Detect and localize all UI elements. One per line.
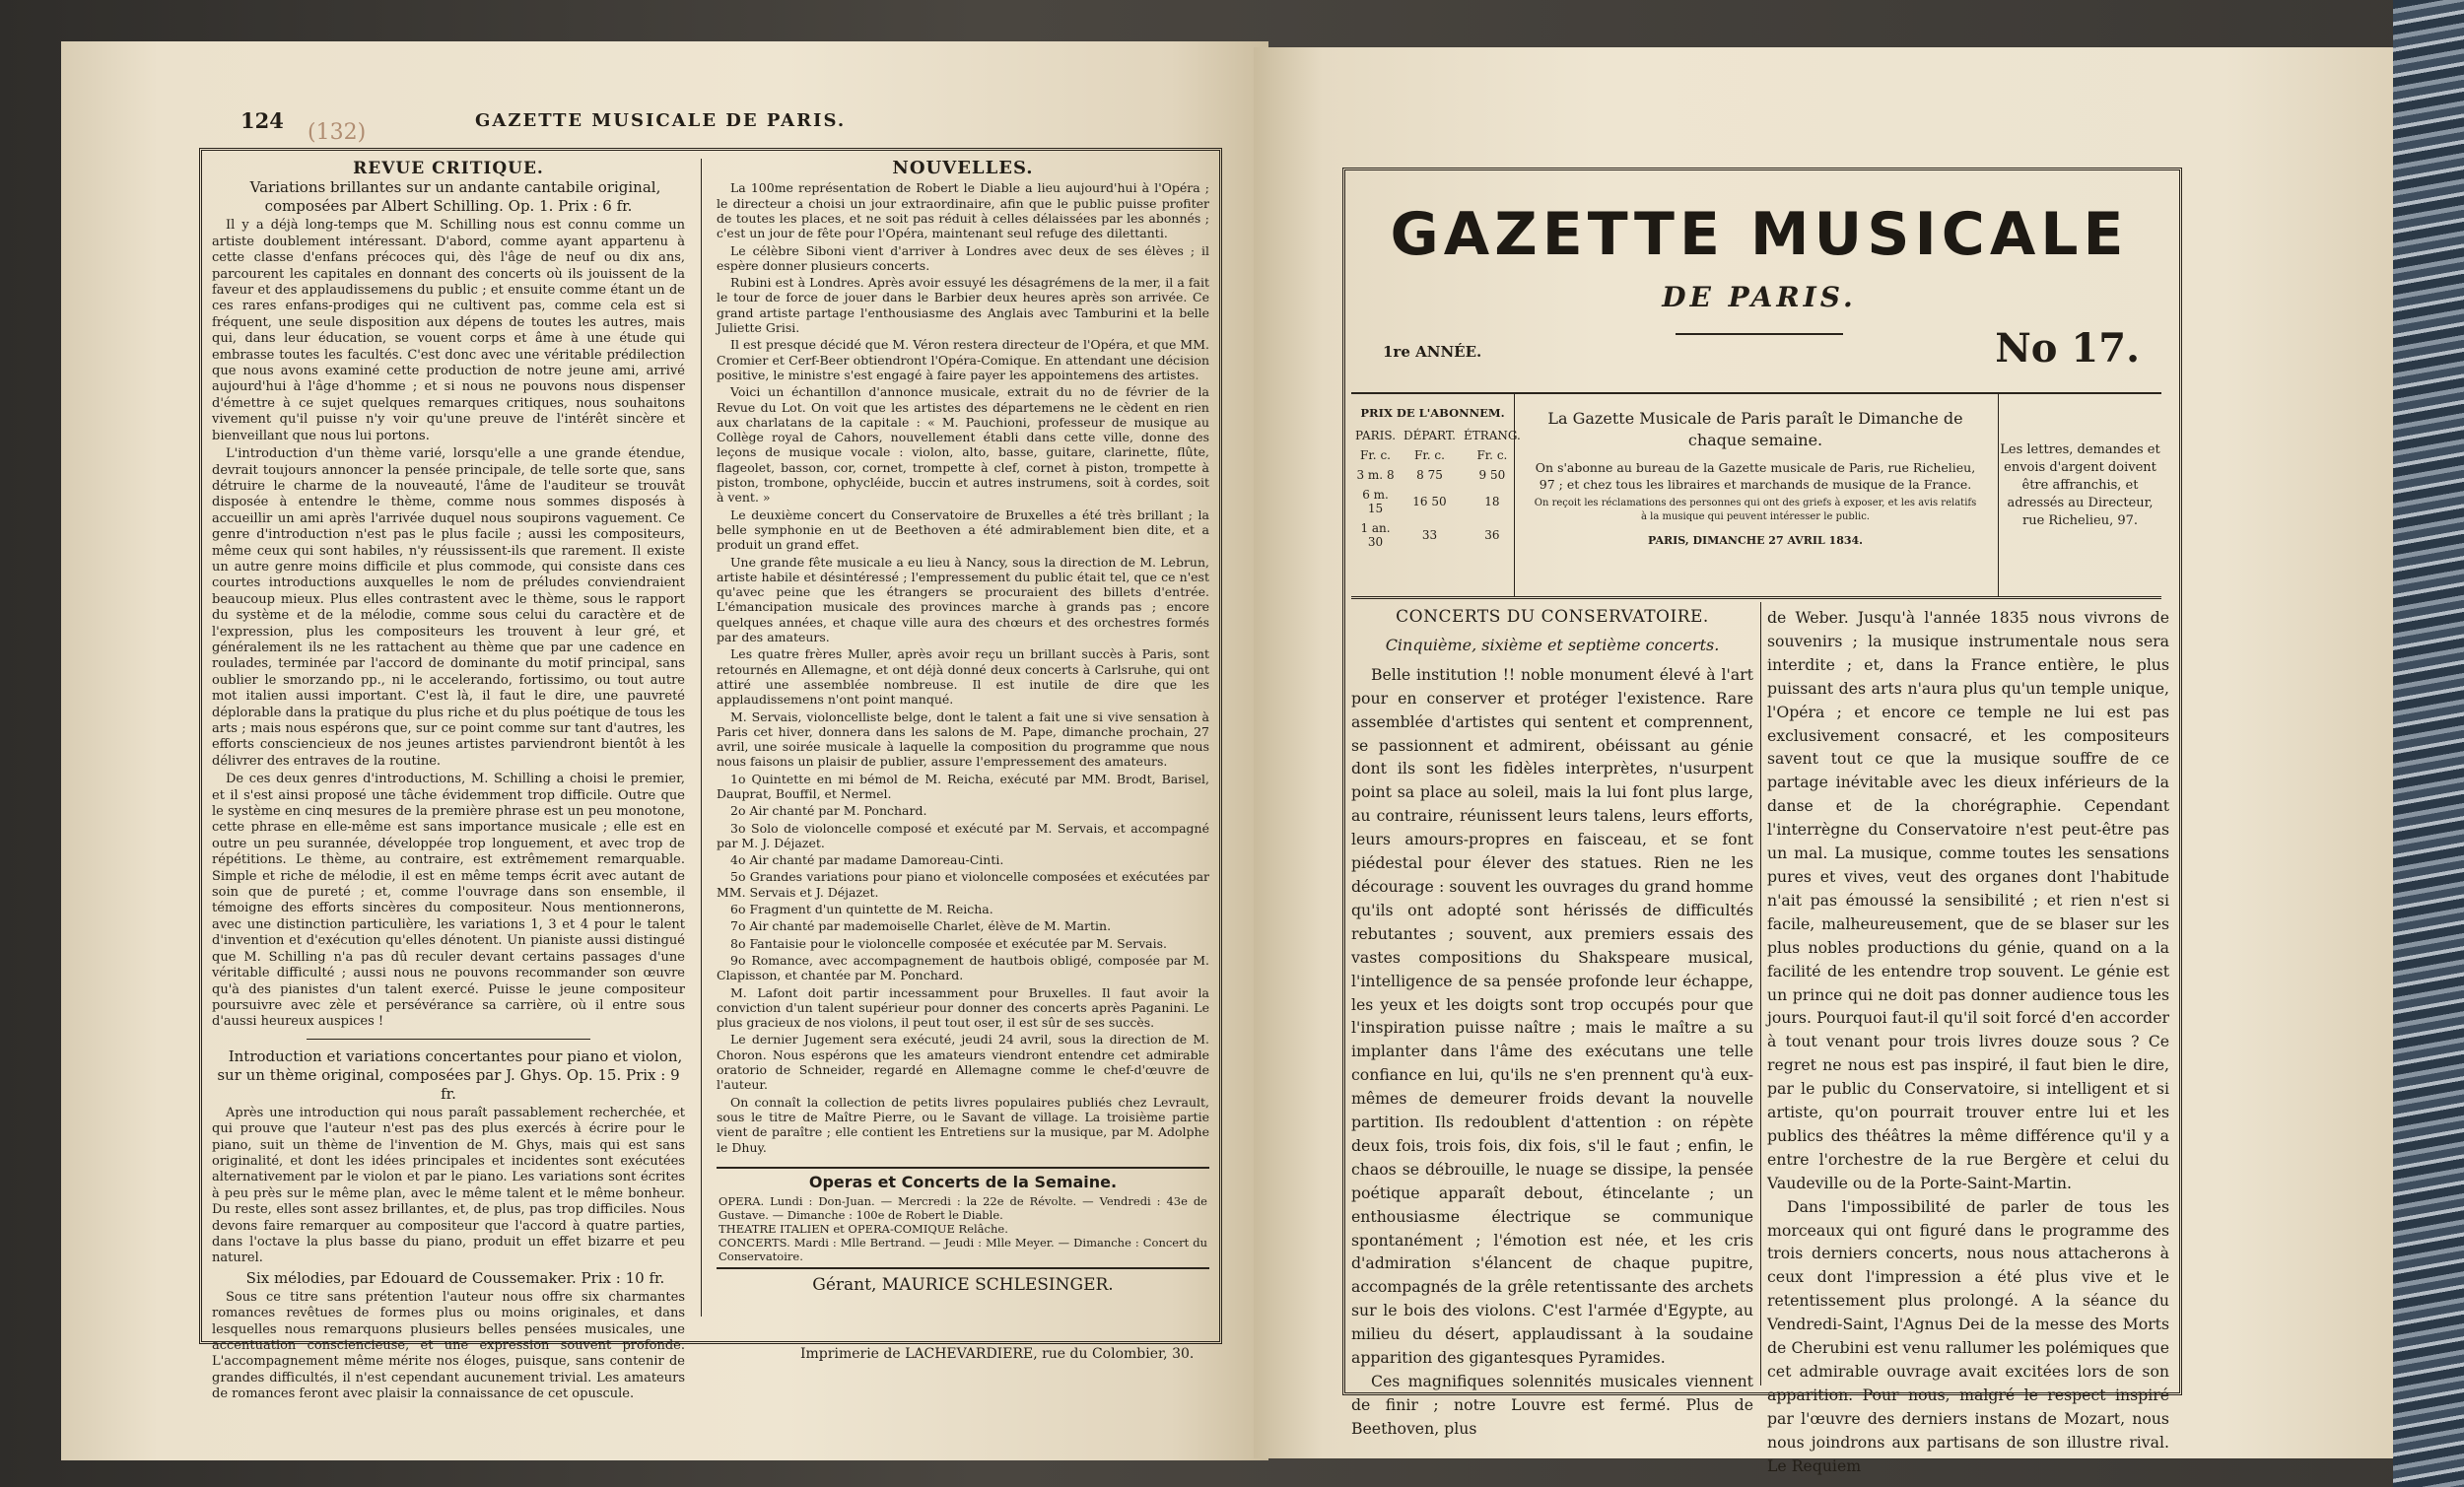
revue-paragraph: Sous ce titre sans prétention l'auteur nous offre six charmantes romances revêtues de formes plus ou moins originales, et dans lesquelles nous remarquons plusieurs belles pensées musicales, une accentuation consciencieuse, et une expression souvent profonde. L'accompagnement même mérite nos éloges, puisque, sans contenir de grandes difficultés, il n'est cependant aucunement trivial. Les amateurs de romances feront avec plaisir la connaissance de cet opuscule. (212, 1289, 685, 1402)
masthead-title: GAZETTE MUSICALE (1390, 200, 2129, 269)
info-bar (1351, 392, 2161, 599)
news-item: 8o Fantaisie pour le violoncelle composée et exécutée par M. Servais. (730, 935, 1168, 951)
masthead-subtitle: DE PARIS. (1662, 281, 1857, 313)
article-paragraph: de Weber. Jusqu'à l'année 1835 nous vivrons de souvenirs ; la musique instrumentale nous sera interdite ; et, dans la France entière, le plus puissant des arts n'aura plus qu'un temple unique, l'Opéra ; et encore ce temple ne lui est pas exclusivement consacré, et les compositeurs savent tout ce que la musique souffre de ce partage inévitable avec les dieux inférieurs de la danse et de la chorégraphie. Cependant l'interrègne du Conservatoire n'est peut-être pas un mal. La musique, comme toutes les sensations pures et vives, veut des organes dont l'habitude n'ait pas émoussé la sensibilité ; et rien n'est si facile, malheureusement, que de se blaser sur les plus nobles productions du génie, quand on a la facilité de les entendre trop souvent. Le génie est un prince qui ne doit pas donner audience tous les jours. Pourquoi faut-il qu'il soit forcé d'en accorder à tout venant pour trois livres douze sous ? Ce regret ne nous est pas inspiré, il faut bien le dire, par le public du Conservatoire, si intelligent et si artiste, qu'on pourrait trouver entre lui et les publics des théâtres la même différence qu'il y a entre l'orchestre de la rue Bergère et celui du Vaudeville ou de la Porte-Saint-Martin. (1767, 608, 2169, 1192)
news-item: M. Lafont doit partir incessamment pour Bruxelles. Il faut avoir la conviction d'un talent supérieur pour donner des concerts après Paganini. Le plus gracieux de nos violons, il peut tout oser, il est sûr de ses succès. (717, 984, 1209, 1031)
page-number: 124 (240, 108, 284, 133)
price-table (1351, 394, 1521, 596)
article-column-1 (1351, 606, 1753, 1438)
news-item: M. Servais, violoncelliste belge, dont le talent a fait une si vive sensation à Paris cet hiver, donnera dans les salons de M. Pape, dimanche prochain, 27 avril, une soirée musicale à laquelle la composition du programme que nous nous faisons un plaisir de publier, assure l'empressement des amateurs. (717, 709, 1209, 770)
nouvelles-items-2 (717, 985, 1209, 1155)
operas-heading: Operas et Concerts de la Semaine. (808, 1172, 1118, 1191)
news-item: Les quatre frères Muller, après avoir reçu un brillant succès à Paris, sont retournés en Allemagne, et ont déjà donné deux concerts à Carlsruhe, qui ont attiré une assemblée nombreuse. Il est inutile de dire que les applaudissemens n'ont point manqué. (717, 646, 1209, 708)
imprint: Imprimerie de LACHEVARDIERE, rue du Colombier, 30. (800, 1346, 1195, 1362)
article-title: CONCERTS DU CONSERVATOIRE. (1396, 607, 1709, 627)
news-item: 6o Fragment d'un quintette de M. Reicha. (730, 902, 993, 917)
masthead (1345, 170, 2173, 392)
price-col-header: PARIS. (1355, 429, 1397, 442)
article-column-2 (1767, 606, 2169, 1475)
column-rule (1760, 602, 1761, 1386)
revue-paragraph: De ces deux genres d'introductions, M. Schilling a choisi le premier, et il s'est ainsi proposé une tâche évidemment trop difficile. Outre que le système en cinq mesures de la première phrase est un peu monotone, cette phrase en elle-même est sans importance musicale ; elle est en outre un peu surannée, développée trop longuement, et avec trop de répétitions. Le thème, au contraire, est extrêmement remarquable. Simple et riche de mélodie, il est en même temps écrit avec autant de soin que de pureté ; et, comme l'ouvrage dans son ensemble, il témoigne des efforts sincères du compositeur. Nous mentionnerons, avec une distinction particulière, les variations 1, 3 et 4 pour le talent d'invention et d'exécution qu'elles dénotent. Un pianiste aussi distingué que M. Schilling n'a pas dû reculer devant certains passages d'une véritable difficulté ; aussi nous ne pouvons recommander son œuvre qu'à des pianistes d'un talent exercé. Puisse le jeune compositeur poursuivre avec zèle et persévérance sa carrière, où il entre sous d'aussi heureux auspices ! (212, 772, 685, 1030)
price-unit: Fr. c. (1360, 448, 1391, 462)
revue-lead-2: Introduction et variations concertantes pour piano et violon, sur un thème original, composées par J. Ghys. Op. 15. Prix : 9 fr. (217, 1047, 683, 1103)
gerant: Gérant, MAURICE SCHLESINGER. (812, 1275, 1114, 1296)
revue-paragraph: L'introduction d'un thème varié, lorsqu'elle a une grande étendue, devrait toujours annoncer la pensée principale, de telle sorte que, sans détruire le charme de la nouveauté, l'âme de l'auditeur se trouvât disposée à entendre le thème, comme nous sommes disposés à accueillir un ami après l'arrivée duquel nous soupirons vaguement. Ce genre d'introduction n'est pas le plus facile ; aussi les compositeurs, même ceux qui sont habiles, n'y réussissent-ils que rarement. Il existe un autre genre moins difficile et plus commode, qui consiste dans ces courtes introductions auxquelles le nom de préludes conviendraient beaucoup mieux. Plus elles contrastent avec le thème, sous le rapport du système et de la mélodie, comme sous celui du caractère et de l'expression, plus les compositeurs les trouvent à leur gré, et généralement ils ne les rattachent au thème que par une cadence en roulades, terminée par l'accord de dominante du motif principal, sans oublier le smorzando pp., ni le accelerando, fortissimo, ou tout autre mot italien aussi important. C'est là, il faut le dire, une pauvreté déplorable dans la pratique du plus riche et du plus poétique de tous les arts ; mais nous espérons que, sur ce point comme sur tant d'autres, les efforts consciencieux de nos jeunes artistes parviendront bientôt à les délivrer des entraves de la routine. (212, 446, 685, 769)
nouvelles-heading: NOUVELLES. (892, 158, 1034, 178)
column-rule (701, 159, 702, 1317)
operas-line: THEATRE ITALIEN et OPERA-COMIQUE Relâche. (719, 1222, 1008, 1237)
separator (307, 1039, 590, 1040)
article-paragraph: Dans l'impossibilité de parler de tous les morceaux qui ont figuré dans le programme des trois derniers concerts, nous nous attacherons à ceux dont l'impression a été plus vive et le retentissement plus prolongé. A la séance du Vendredi-Saint, l'Agnus Dei de la messe des Morts de Cherubini est venu rallumer les polémiques que cet admirable ouvrage avait excitées lors de son apparition. Pour nous, malgré le respect inspiré par l'œuvre des derniers instans de Mozart, nous nous joindrons aux partisans de son illustre rival. Le Requiem (1767, 1196, 2169, 1475)
right-page (1254, 47, 2397, 1475)
revue-paragraph: Après une introduction qui nous paraît passablement recherchée, et qui prouve que l'auteur n'est pas des plus exercés à écrire pour le piano, suit un thème de l'invention de M. Ghys, mais qui est sans originalité, et dont les idées principales et incidentes sont exécutées alternativement par le violon et par le piano. Les variations sont écrites à peu près sur le même plan, avec le même talent et le même bonheur. Du reste, elles sont assez brillantes, et, de plus, pas trop difficiles. Nous devons faire remarquer au compositeur que l'accord à quatre parties, dans l'octave la plus basse du piano, produit un effet bizarre et peu naturel. (212, 1105, 685, 1266)
news-item: 9o Romance, avec accompagnement de hautbois obligé, composée par M. Clapisson, et chantée par M. Ponchard. (717, 952, 1209, 983)
nouvelles-column (717, 158, 1209, 1314)
price-row: 1 an. 30 33 36 (1360, 521, 1500, 549)
info-center (1514, 394, 1997, 596)
price-unit: Fr. c. (1476, 448, 1508, 462)
news-item: 2o Air chanté par M. Ponchard. (730, 803, 927, 819)
price-row: 6 m. 15 16 50 18 (1362, 488, 1500, 515)
ornament-rule (1676, 333, 1843, 335)
pencil-note: (132) (308, 120, 367, 145)
info-lettres: Les lettres, demandes et envois d'argent doivent être affranchis, et adressés au Directeur, rue Richelieu, 97. (1998, 394, 2161, 596)
info-reclamations: On reçoit les réclamations des personnes qui ont des griefs à exposer, et les avis relatifs à la musique qui peuvent intéresser le public. (1534, 498, 1977, 522)
news-item: Il est presque décidé que M. Véron restera directeur de l'Opéra, et que MM. Cromier et Cerf-Beer obtiendront l'Opéra-Comique. En attendant une décision positive, le ministre s'est engagé à faire payer les appointemens des artistes. (717, 337, 1209, 382)
revue-lead-3: Six mélodies, par Edouard de Coussemaker. Prix : 10 fr. (245, 1268, 665, 1287)
running-head-title: GAZETTE MUSICALE DE PARIS. (475, 110, 847, 131)
operas-line: CONCERTS. Mardi : Mlle Bertrand. — Jeudi : Mlle Meyer. — Dimanche : Concert du Conservatoire. (719, 1236, 1207, 1264)
article-paragraph: Ces magnifiques solennités musicales viennent de finir ; notre Louvre est fermé. Plus de Beethoven, plus (1351, 1372, 1753, 1438)
issue-date: PARIS, DIMANCHE 27 AVRIL 1834. (1647, 534, 1864, 547)
news-item: Le deuxième concert du Conservatoire de Bruxelles a été très brillant ; la belle symphonie en ut de Beethoven a été admirablement bien dite, et a produit un grand effet. (717, 507, 1209, 553)
news-item: 1o Quintette en mi bémol de M. Reicha, exécuté par MM. Brodt, Barisel, Dauprat, Bouffil, et Nermel. (717, 771, 1209, 801)
news-item: Rubini est à Londres. Après avoir essuyé les désagrémens de la mer, il a fait le tour de force de jouer dans le Barbier deux heures après son arrivée. Ce grand artiste partage l'enthousiasme des Anglais avec Tamburini et la belle Juliette Grisi. (717, 275, 1209, 336)
news-item: 3o Solo de violoncelle composé et exécuté par M. Servais, et accompagné par M. J. Déjazet. (717, 820, 1209, 850)
running-head (179, 108, 1066, 142)
price-grid (1351, 426, 1525, 552)
info-main: La Gazette Musicale de Paris paraît le Dimanche de chaque semaine. (1547, 409, 1963, 449)
nouvelles-programme (717, 772, 1209, 983)
operas-line: OPERA. Lundi : Don-Juan. — Mercredi : la 22e de Révolte. — Vendredi : 43e de Gustave. — Dimanche : 100e de Robert le Diable. (719, 1194, 1207, 1223)
news-item: Une grande fête musicale a eu lieu à Nancy, sous la direction de M. Lebrun, artiste habile et désintéressé ; l'empressement du public était tel, que ce n'est qu'avec peine que les étrangers se procuraient des billets d'entrée. L'émancipation musicale des provinces marche à grands pas ; encore quelques années, et chaque ville aura des chœurs et des orchestres formés par des amateurs. (717, 554, 1209, 645)
news-item: On connaît la collection de petits livres populaires publiés chez Levrault, sous le titre de Maître Pierre, ou le Savant de village. La troisième partie vient de paraître ; elle contient les Entretiens sur la musique, par M. Adolphe le Dhuy. (717, 1094, 1209, 1155)
issue-number: No 17. (1995, 325, 2140, 372)
revue-paragraph: Il y a déjà long-temps que M. Schilling nous est connu comme un artiste doublement intéressant. D'abord, comme ayant appartenu à cette classe d'enfans précoces qui, dès l'âge de neuf ou dix ans, parcourent les capitales en donnant des concerts où ils jouissent de la faveur et des applaudissemens du public ; et ensuite comme étant un de ces rares enfans-prodiges qui ne cultivent pas, comme cela est si fréquent, une seule disposition aux dépens de toutes les autres, mais qui, dans leur éducation, se vouent corps et âme à une étude qui embrasse toutes les facultés. C'est donc avec une véritable prédilection que nous avons examiné cette production de notre jeune ami, arrivé aujourd'hui à l'âge d'homme ; et si nous ne pouvons nous dispenser d'émettre à ce sujet quelques remarques critiques, nous souhaitons vivement qu'il puisse n'y voir qu'une preuve de l'intérêt sincère et bienveillant que nous lui portons. (212, 218, 685, 443)
revue-lead-1: Variations brillantes sur un andante cantabile original, composées par Albert Schilling. Op. 1. Prix : 6 fr. (249, 178, 661, 216)
price-col-header: ÉTRANG. (1463, 429, 1521, 442)
price-heading: PRIX DE L'ABONNEM. (1360, 406, 1505, 420)
article-subtitle: Cinquième, sixième et septième concerts. (1385, 635, 1720, 654)
annee: 1re ANNÉE. (1383, 343, 1482, 361)
news-item: 4o Air chanté par madame Damoreau-Cinti. (730, 852, 1004, 868)
info-abonnement: On s'abonne au bureau de la Gazette musicale de Paris, rue Richelieu, 97 ; et chez tous les libraires et marchands de musique de la France. (1535, 460, 1976, 492)
news-item: Le dernier Jugement sera exécuté, jeudi 24 avril, sous la direction de M. Choron. Nous espérons que les amateurs viendront entendre cet admirable oratorio de Schneider, regardé en Allemagne comme le chef-d'œuvre de l'auteur. (717, 1032, 1209, 1093)
price-row: 3 m. 8 8 75 9 50 (1356, 468, 1506, 482)
news-item: La 100me représentation de Robert le Diable a lieu aujourd'hui à l'Opéra ; le directeur a choisi un jour extraordinaire, afin que le public puisse profiter de toutes les places, et ne soit pas réduit à celles délaissées par les abonnés ; c'est un jour de fête pour l'Opéra, maintenant seul refuge des dilettanti. (717, 180, 1209, 241)
marbled-binding (2393, 0, 2464, 1487)
left-page (61, 41, 1268, 1460)
article-paragraph: Belle institution !! noble monument élevé à l'art pour en conserver et protéger l'existence. Rare assemblée d'artistes qui sentent et comprennent, se passionnent et admirent, obéissant au génie dont ils sont les fidèles interprètes, n'usurpent point sa place au soleil, mais la lui font plus large, au contraire, réunissent leurs talens, leurs efforts, leurs amours-propres en faisceau, et se font piédestal pour élever des statues. Rien ne les décourage : souvent les ouvrages du grand homme qu'ils ont adopté sont hérissés de difficultés rebutantes ; souvent, aux premiers essais des vastes compositions du Shakspeare musical, l'intelligence de sa pensée profonde leur échappe, les yeux et les doigts sont trop occupés pour que l'inspiration puisse naître ; mais le maître a su implanter dans l'âme des exécutans une telle confiance en lui, qu'ils ne s'en prennent qu'à eux-mêmes de demeurer froids devant la nouvelle partition. Ils redoublent d'attention : on répète deux fois, trois fois, dix fois, s'il le faut ; enfin, le chaos se débrouille, le nuage se dissipe, la pensée poétique apparaît debout, étincelante ; un enthousiasme électrique se communique spontanément ; l'émotion est née, et les cris d'admiration s'élancent de chaque pupitre, accompagnés de la grêle retentissante des archets sur le bois des violons. C'est l'armée d'Egypte, au milieu du désert, applaudissant à la soudaine apparition des gigantesques Pyramides. (1351, 664, 1753, 1368)
news-item: Voici un échantillon d'annonce musicale, extrait du no de février de la Revue du Lot. On voit que les artistes des départemens ne le cèdent en rien aux charlatans de la capitale : « M. Pauchioni, professeur de musique au Collège royal de Cahors, nouvellement établi dans cette ville, donne des leçons de musique vocale : violon, alto, basse, guitare, clarinette, flûte, flageolet, basson, cor, cornet, trompette à clef, cornet à piston, trompette à piston, trombone, ophycléide, buccin et autres instrumens, soit à cordes, soit à vent. » (717, 384, 1209, 506)
news-item: 7o Air chanté par mademoiselle Charlet, élève de M. Martin. (730, 918, 1112, 934)
right-frame (1342, 168, 2182, 1475)
price-unit: Fr. c. (1414, 448, 1445, 462)
nouvelles-items (717, 180, 1209, 769)
operas-box (717, 1167, 1209, 1269)
news-item: 5o Grandes variations pour piano et violoncelle composées et exécutées par MM. Servais et J. Déjazet. (717, 869, 1209, 900)
price-col-header: DÉPART. (1403, 429, 1456, 442)
revue-heading: REVUE CRITIQUE. (353, 159, 544, 178)
revue-critique-column (212, 159, 685, 1402)
news-item: Le célèbre Siboni vient d'arriver à Londres avec deux de ses élèves ; il espère donner plusieurs concerts. (717, 242, 1209, 273)
